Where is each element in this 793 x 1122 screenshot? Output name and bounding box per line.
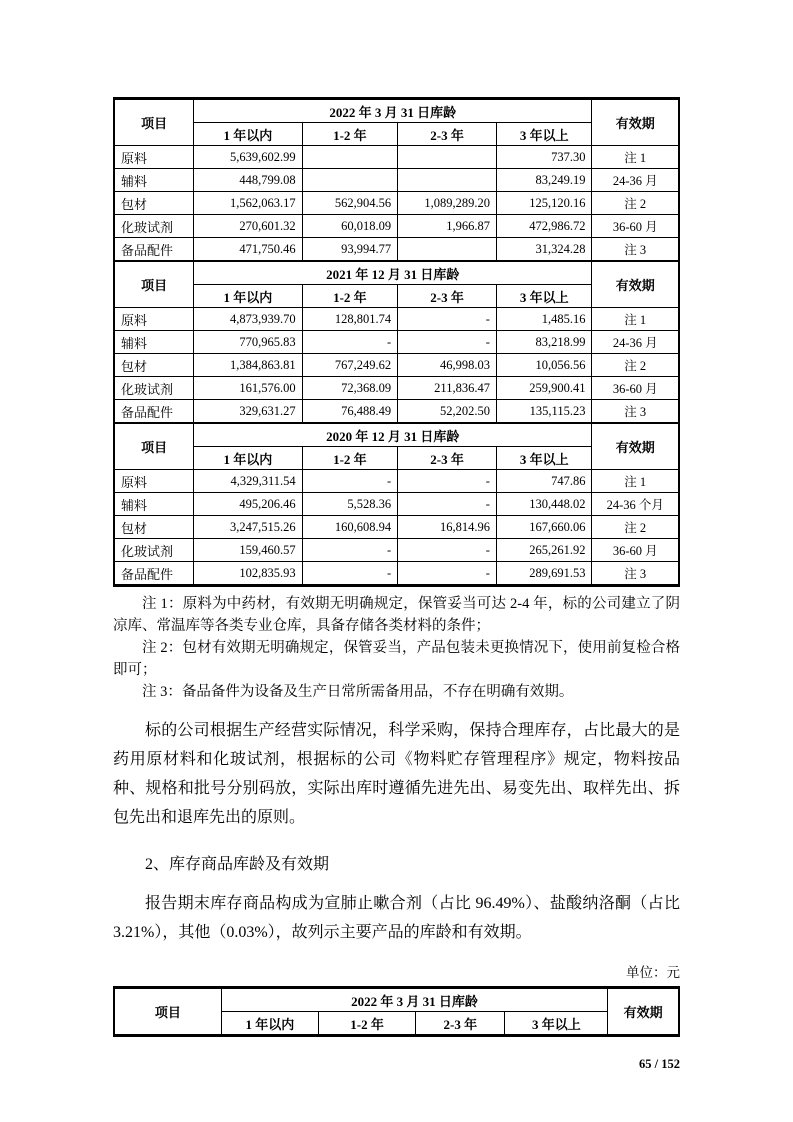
amount-cell: 1,089,289.20 <box>398 192 497 215</box>
validity-cell: 注 1 <box>592 146 679 169</box>
header-age-col: 1-2 年 <box>302 285 397 308</box>
amount-cell: 289,691.53 <box>496 562 591 586</box>
amount-cell: 167,660.06 <box>496 516 591 539</box>
amount-cell: 265,261.92 <box>496 539 591 562</box>
amount-cell: 125,120.16 <box>496 192 591 215</box>
amount-cell: - <box>398 470 497 493</box>
validity-cell: 注 1 <box>592 308 679 331</box>
header-validity: 有效期 <box>592 261 679 308</box>
item-cell: 化玻试剂 <box>114 215 194 238</box>
amount-cell: 93,994.77 <box>302 238 397 262</box>
table-footnotes <box>113 593 680 703</box>
header-period: 2021 年 12 月 31 日库龄 <box>194 261 592 285</box>
amount-cell: 60,018.09 <box>302 215 397 238</box>
footnote-1: 注 1：原料为中药材，有效期无明确规定，保管妥当可达 2-4 年，标的公司建立了阴凉库、常温库等各类专业仓库，具备存储各类材料的条件； <box>113 596 680 634</box>
validity-cell: 注 3 <box>592 400 679 424</box>
header-age-col: 1 年以内 <box>221 1012 318 1036</box>
header-age-col: 3 年以上 <box>496 123 591 146</box>
validity-cell: 24-36 月 <box>592 331 679 354</box>
amount-cell: 83,218.99 <box>496 331 591 354</box>
header-age-col: 2-3 年 <box>398 447 497 470</box>
table-row <box>114 539 679 562</box>
amount-cell: 76,488.49 <box>302 400 397 424</box>
amount-cell <box>398 146 497 169</box>
item-cell: 辅料 <box>114 169 194 192</box>
amount-cell: - <box>398 308 497 331</box>
header-period: 2022 年 3 月 31 日库龄 <box>221 988 607 1012</box>
amount-cell: 83,249.19 <box>496 169 591 192</box>
validity-cell: 36-60 月 <box>592 539 679 562</box>
table-header-row <box>114 988 679 1012</box>
item-cell: 包材 <box>114 516 194 539</box>
amount-cell: 329,631.27 <box>194 400 302 424</box>
amount-cell: 767,249.62 <box>302 354 397 377</box>
table-row <box>114 516 679 539</box>
amount-cell: 4,873,939.70 <box>194 308 302 331</box>
amount-cell <box>302 169 397 192</box>
amount-cell: 1,485.16 <box>496 308 591 331</box>
amount-cell: - <box>302 539 397 562</box>
amount-cell: - <box>302 562 397 586</box>
footnote-3: 注 3：备品备件为设备及生产日常所需备用品，不存在明确有效期。 <box>142 684 574 700</box>
amount-cell: 160,608.94 <box>302 516 397 539</box>
validity-cell: 注 3 <box>592 562 679 586</box>
table-row <box>114 238 679 262</box>
validity-cell: 36-60 月 <box>592 215 679 238</box>
footnote-2: 注 2：包材有效期无明确规定，保管妥当，产品包装未更换情况下，使用前复检合格即可； <box>113 640 680 678</box>
section-heading: 2、库存商品库龄及有效期 <box>145 856 330 873</box>
amount-cell: 31,324.28 <box>496 238 591 262</box>
header-age-col: 1 年以内 <box>194 447 302 470</box>
item-cell: 原料 <box>114 308 194 331</box>
table-row <box>114 169 679 192</box>
item-cell: 辅料 <box>114 331 194 354</box>
amount-cell: 1,384,863.81 <box>194 354 302 377</box>
table-row <box>114 470 679 493</box>
inventory-aging-table <box>113 97 680 587</box>
item-cell: 备品配件 <box>114 562 194 586</box>
item-cell: 包材 <box>114 192 194 215</box>
amount-cell: 3,247,515.26 <box>194 516 302 539</box>
amount-cell: 211,836.47 <box>398 377 497 400</box>
amount-cell: 770,965.83 <box>194 331 302 354</box>
header-period: 2020 年 12 月 31 日库龄 <box>194 423 592 447</box>
amount-cell: 495,206.46 <box>194 493 302 516</box>
header-item: 项目 <box>114 423 194 470</box>
amount-cell: 5,639,602.99 <box>194 146 302 169</box>
header-age-col: 1 年以内 <box>194 123 302 146</box>
header-age-col: 1-2 年 <box>319 1012 416 1036</box>
item-cell: 辅料 <box>114 493 194 516</box>
amount-cell: 72,368.09 <box>302 377 397 400</box>
amount-cell: 10,056.56 <box>496 354 591 377</box>
item-cell: 原料 <box>114 146 194 169</box>
header-age-col: 3 年以上 <box>505 1012 608 1036</box>
amount-cell: 471,750.46 <box>194 238 302 262</box>
amount-cell: 161,576.00 <box>194 377 302 400</box>
amount-cell: 747.86 <box>496 470 591 493</box>
header-age-col: 2-3 年 <box>398 123 497 146</box>
amount-cell <box>398 238 497 262</box>
table-header-row <box>114 261 679 285</box>
item-cell: 备品配件 <box>114 400 194 424</box>
table-row <box>114 192 679 215</box>
table-row <box>114 400 679 424</box>
amount-cell: 270,601.32 <box>194 215 302 238</box>
amount-cell: - <box>398 539 497 562</box>
validity-cell: 注 1 <box>592 470 679 493</box>
amount-cell: - <box>302 331 397 354</box>
header-period: 2022 年 3 月 31 日库龄 <box>194 99 592 123</box>
amount-cell: 52,202.50 <box>398 400 497 424</box>
item-cell: 包材 <box>114 354 194 377</box>
validity-cell: 注 2 <box>592 354 679 377</box>
amount-cell: 562,904.56 <box>302 192 397 215</box>
goods-aging-table-fragment <box>113 986 680 1037</box>
table-row <box>114 377 679 400</box>
amount-cell: - <box>398 331 497 354</box>
amount-cell: 135,115.23 <box>496 400 591 424</box>
item-cell: 化玻试剂 <box>114 377 194 400</box>
table-row <box>114 331 679 354</box>
body-paragraph-2: 报告期末库存商品构成为宣肺止嗽合剂（占比 96.49%）、盐酸纳洛酮（占比 3.21%），其他（0.03%），故列示主要产品的库龄和有效期。 <box>113 895 680 941</box>
amount-cell: 1,562,063.17 <box>194 192 302 215</box>
amount-cell <box>398 169 497 192</box>
unit-label: 单位：元 <box>626 965 680 980</box>
amount-cell: 16,814.96 <box>398 516 497 539</box>
amount-cell: 737.30 <box>496 146 591 169</box>
amount-cell: - <box>302 470 397 493</box>
item-cell: 原料 <box>114 470 194 493</box>
page-number: 65 / 152 <box>639 1057 680 1071</box>
amount-cell: 259,900.41 <box>496 377 591 400</box>
header-validity: 有效期 <box>592 99 679 146</box>
table-header-row <box>114 99 679 123</box>
body-paragraph-1: 标的公司根据生产经营实际情况，科学采购，保持合理库存，占比最大的是药用原材料和化玻试剂，根据标的公司《物料贮存管理程序》规定，物料按品种、规格和批号分别码放，实际出库时遵循先进先出、易变先出、取样先出、拆包先出和退库先出的原则。 <box>113 722 680 826</box>
header-age-col: 1-2 年 <box>302 123 397 146</box>
header-validity: 有效期 <box>608 988 679 1036</box>
header-item: 项目 <box>114 99 194 146</box>
amount-cell: 128,801.74 <box>302 308 397 331</box>
table-header-row <box>114 423 679 447</box>
amount-cell: 102,835.93 <box>194 562 302 586</box>
header-item: 项目 <box>114 988 221 1036</box>
table-row <box>114 493 679 516</box>
header-validity: 有效期 <box>592 423 679 470</box>
amount-cell: - <box>398 493 497 516</box>
validity-cell: 24-36 月 <box>592 169 679 192</box>
amount-cell: 4,329,311.54 <box>194 470 302 493</box>
validity-cell: 注 2 <box>592 516 679 539</box>
validity-cell: 24-36 个月 <box>592 493 679 516</box>
table-row <box>114 354 679 377</box>
amount-cell <box>302 146 397 169</box>
amount-cell: 472,986.72 <box>496 215 591 238</box>
header-item: 项目 <box>114 261 194 308</box>
amount-cell: 46,998.03 <box>398 354 497 377</box>
table-row <box>114 146 679 169</box>
amount-cell: 130,448.02 <box>496 493 591 516</box>
header-age-col: 1-2 年 <box>302 447 397 470</box>
table-row <box>114 308 679 331</box>
validity-cell: 注 3 <box>592 238 679 262</box>
table-row <box>114 562 679 586</box>
amount-cell: - <box>398 562 497 586</box>
item-cell: 备品配件 <box>114 238 194 262</box>
validity-cell: 注 2 <box>592 192 679 215</box>
table-row <box>114 215 679 238</box>
amount-cell: 448,799.08 <box>194 169 302 192</box>
header-age-col: 3 年以上 <box>496 447 591 470</box>
header-age-col: 1 年以内 <box>194 285 302 308</box>
amount-cell: 5,528.36 <box>302 493 397 516</box>
validity-cell: 36-60 月 <box>592 377 679 400</box>
header-age-col: 2-3 年 <box>398 285 497 308</box>
header-age-col: 3 年以上 <box>496 285 591 308</box>
item-cell: 化玻试剂 <box>114 539 194 562</box>
header-age-col: 2-3 年 <box>416 1012 505 1036</box>
amount-cell: 159,460.57 <box>194 539 302 562</box>
amount-cell: 1,966.87 <box>398 215 497 238</box>
